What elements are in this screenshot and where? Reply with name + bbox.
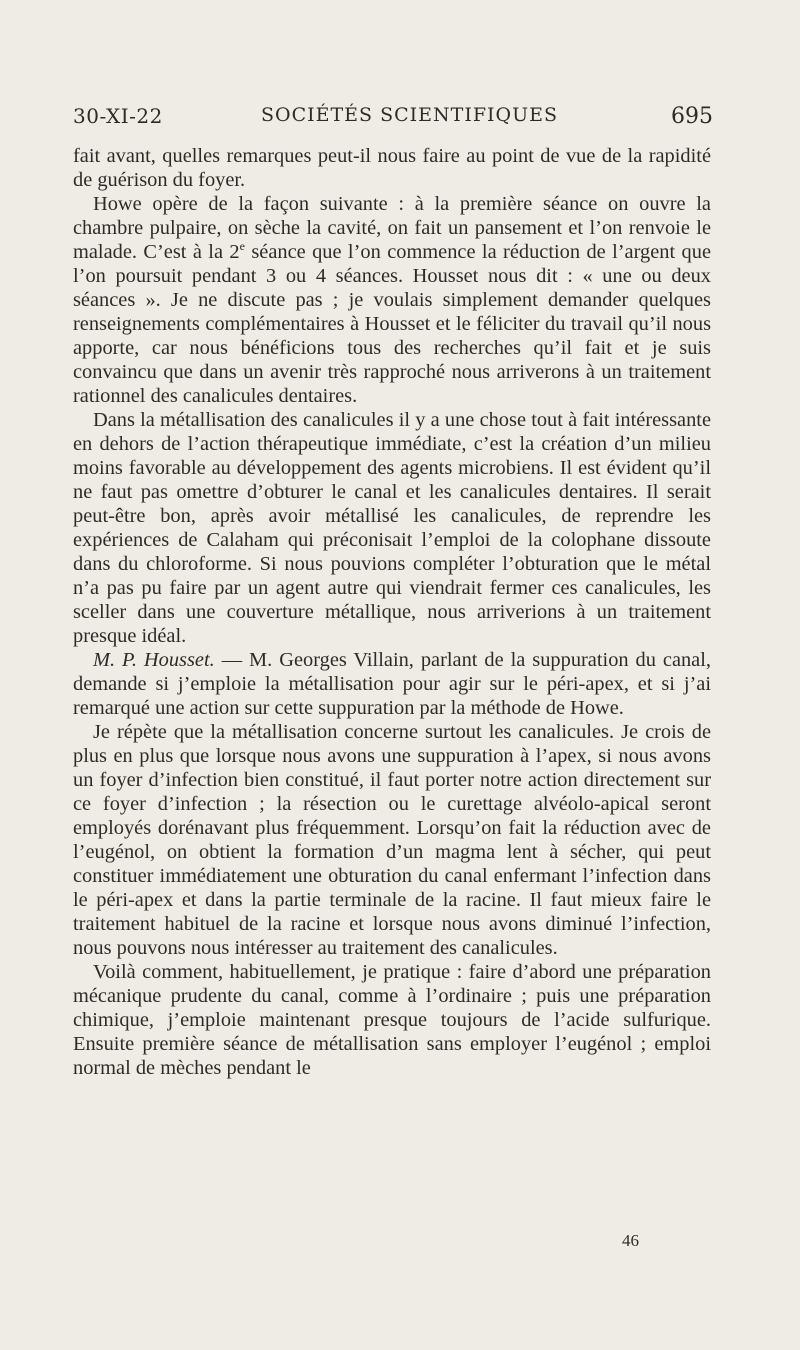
paragraph-3-text: Dans la métallisation des canalicules il y a une chose tout à fait intéressante en dehors de l’action thérapeutique immédiate, c’est la création d’un milieu moins favorable au développement des agents microbiens. Il est évident qu’il ne faut pas omettre d’obturer le canal et les canalicules dentaires. Il serait peut-être bon, après avoir métallisé les canalicules, de reprendre les expériences de Calaham qui préconisait l’emploi de la colophane dissoute dans du chloroforme. Si nous pouvions compléter l’obturation que le métal n’a pas pu faire par un agent autre qui viendrait fermer ces canalicules, les sceller dans une couverture métallique, nous arriverions à un traitement presque idéal. — [73, 409, 711, 647]
paragraph-2-text-b: séance que l’on commence la réduction de l’argent que l’on poursuit pendant 3 ou 4 séances. Housset nous dit : « une ou deux séances ». Je ne discute pas ; je voulais simplement demander quelques renseignements complémentaires à Housset et le féliciter du travail qu’il nous apporte, car nous bénéficions tous des recherches qu’il fait et je suis convaincu que dans un avenir très rapproché nous arriverons à un traitement rationnel des canalicules dentaires. — [73, 241, 711, 407]
speaker-name: M. P. Housset. — [93, 649, 215, 671]
paragraph-6 — [73, 960, 711, 1080]
header-page-number: 695 — [671, 104, 713, 129]
header-section-title: SOCIÉTÉS SCIENTIFIQUES — [261, 104, 558, 126]
paragraph-6-text: Voilà comment, habituellement, je pratique : faire d’abord une préparation mécanique prudente du canal, comme à l’ordinaire ; puis une préparation chimique, j’emploie maintenant presque toujours de l’acide sulfurique. Ensuite première séance de métallisation sans employer l’eugénol ; emploi normal de mèches pendant le — [73, 961, 711, 1079]
ordinal-superscript: e — [239, 239, 245, 254]
paragraph-1-text: fait avant, quelles remarques peut-il nous faire au point de vue de la rapidité de guérison du foyer. — [73, 145, 711, 191]
paragraph-4 — [73, 648, 711, 720]
signature-mark: 46 — [622, 1231, 639, 1250]
paragraph-5 — [73, 720, 711, 960]
paragraph-2-text-a: Howe opère de la façon suivante : à la première séance on ouvre la chambre pulpaire, on sèche la cavité, on fait un pansement et l’on renvoie le malade. C’est à la 2 — [73, 193, 711, 263]
running-head — [73, 102, 713, 134]
paragraph-5-text: Je répète que la métallisation concerne surtout les canalicules. Je crois de plus en plus que lorsque nous avons une suppuration à l’apex, si nous avons un foyer d’infection bien constitué, il faut porter notre action directement sur ce foyer d’infection ; la résection ou le curettage alvéolo-apical seront employés dorénavant plus fréquemment. Lorsqu’on fait la réduction avec de l’eugénol, on obtient la formation d’un magma lent à sécher, qui peut constituer immédiatement une obturation du canal enfermant l’infection dans le péri-apex et dans la partie terminale de la racine. Il faut mieux faire le traitement habituel de la racine et lorsque nous avons diminué l’infection, nous pouvons nous intéresser au traitement des canalicules. — [73, 721, 711, 959]
paragraph-2 — [73, 192, 711, 408]
body-text — [73, 144, 711, 1080]
paragraph-4-text: — M. Georges Villain, parlant de la suppuration du canal, demande si j’emploie la métallisation pour agir sur le péri-apex, et si j’ai remarqué une action sur cette suppuration par la méthode de Howe. — [73, 649, 711, 719]
header-date: 30-XI-22 — [73, 104, 163, 128]
paragraph-1 — [73, 144, 711, 192]
paragraph-3 — [73, 408, 711, 648]
